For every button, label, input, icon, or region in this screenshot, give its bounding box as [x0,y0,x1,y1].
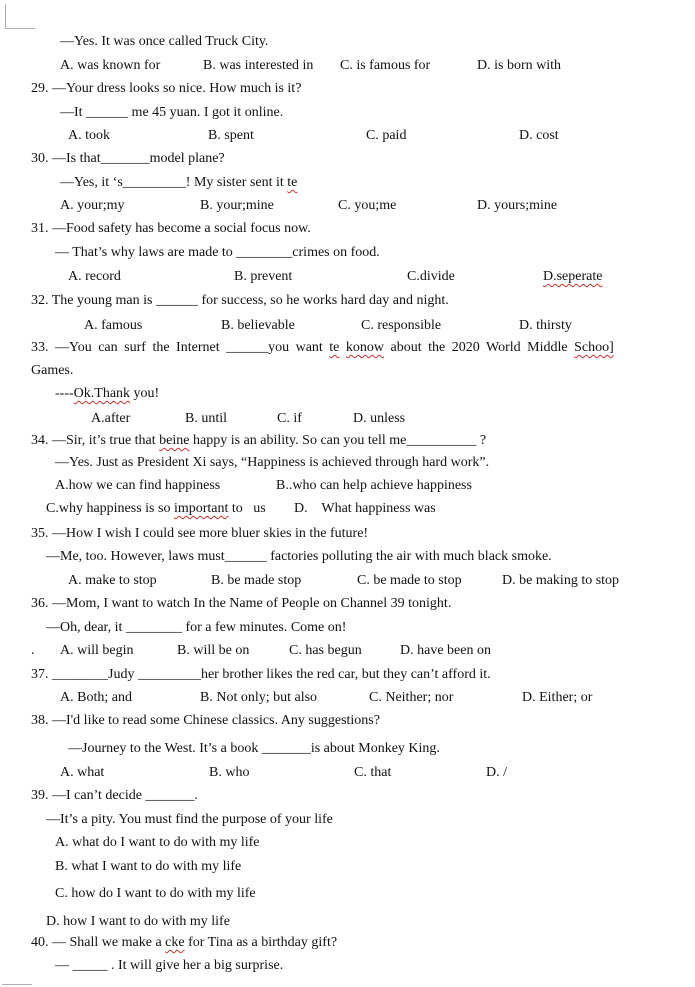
question-39-dialog: —It’s a pity. You must find the purpose of your life [46,812,333,827]
question-38-stem: 38. —I'd like to read some Chinese classics. Any suggestions? [31,713,380,728]
q30-option-b: B. your;mine [200,198,274,213]
q31-option-a: A. record [68,269,121,284]
q39-option-b: B. what I want to do with my life [55,859,242,874]
q37-option-b: B. Not only; but also [200,690,318,705]
question-28-answer-line: —Yes. It was once called Truck City. [60,34,269,49]
q38-option-d: D. / [486,765,507,780]
q31-option-c: C.divide [407,269,455,284]
q29-option-a: A. took [68,128,110,143]
spellcheck-marked-word: te [329,340,340,355]
question-40-stem: 40. — Shall we make a cke for Tina as a birthday gift? [31,935,338,950]
margin-corner-mark [2,984,32,985]
q35-option-a: A. make to stop [68,573,157,588]
spellcheck-marked-word: Schoo] [574,340,614,355]
question-31-dialog: — That’s why laws are made to ________crimes on food. [55,245,380,260]
question-34-dialog: —Yes. Just as President Xi says, “Happiness is achieved through hard work”. [55,455,490,470]
q32-option-d: D. thirsty [519,318,572,333]
q28-option-a: A. was known for [60,58,161,73]
q34-option-d: D. What happiness was [294,501,436,516]
q37-option-a: A. Both; and [60,690,132,705]
q36-option-stray-mark: . [31,643,35,658]
q38-option-a: A. what [60,765,105,780]
question-39-stem: 39. —I can’t decide _______. [31,788,198,803]
q34-option-a: A.how we can find happiness [55,478,221,493]
q29-option-b: B. spent [208,128,254,143]
q29-option-c: C. paid [366,128,407,143]
question-37-stem: 37. ________Judy _________her brother likes the red car, but they can’t afford it. [31,667,491,682]
q39-option-a: A. what do I want to do with my life [55,835,260,850]
question-35-dialog: —Me, too. However, laws must______ factories polluting the air with much black smoke. [46,549,552,564]
question-35-stem: 35. —How I wish I could see more bluer skies in the future! [31,526,369,541]
q36-option-d: D. have been on [400,643,491,658]
q29-option-d: D. cost [519,128,559,143]
q39-option-d: D. how I want to do with my life [46,914,230,929]
margin-corner-mark [5,28,35,29]
q32-option-a: A. famous [84,318,143,333]
spellcheck-marked-word: Ok.Thank [73,386,131,401]
question-34-stem: 34. —Sir, it’s true that beine happy is an ability. So can you tell me__________ ? [31,433,487,448]
q30-option-d: D. yours;mine [477,198,558,213]
q28-option-d: D. is born with [477,58,561,73]
q35-option-b: B. be made stop [211,573,302,588]
question-33-reply: ----Ok.Thank you! [55,386,160,401]
question-40-dialog: — _____ . It will give her a big surprise. [55,958,284,973]
q33-option-a: A.after [91,411,131,426]
question-38-dialog: —Journey to the West. It’s a book _______is about Monkey King. [68,741,440,756]
spellcheck-marked-word: beine [159,433,190,448]
margin-corner-mark [5,4,6,28]
q32-option-b: B. believable [221,318,295,333]
spellcheck-marked-word: te [287,175,298,190]
question-32-stem: 32. The young man is ______ for success, so he works hard day and night. [31,293,449,308]
spellcheck-marked-word: cke [165,935,185,950]
question-29-dialog: —It ______ me 45 yuan. I got it online. [60,105,284,120]
q38-option-b: B. who [209,765,250,780]
q34-option-b: B..who can help achieve happiness [276,478,472,493]
q39-option-c: C. how do I want to do with my life [55,886,256,901]
q35-option-d: D. be making to stop [502,573,620,588]
q33-option-c: C. if [277,411,302,426]
question-33-stem: 33. —You can surf the Internet ______you want te konow about the 2020 World Middle Schoo] [31,340,614,355]
question-29-stem: 29. —Your dress looks so nice. How much is it? [31,81,302,96]
question-31-stem: 31. —Food safety has become a social focus now. [31,221,311,236]
q28-option-b: B. was interested in [203,58,314,73]
q31-option-d: D.seperate [543,269,603,284]
q28-option-c: C. is famous for [340,58,431,73]
q33-option-b: B. until [185,411,228,426]
q30-option-c: C. you;me [338,198,397,213]
q33-option-d: D. unless [353,411,406,426]
q37-option-c: C. Neither; nor [369,690,454,705]
q36-option-c: C. has begun [289,643,362,658]
q36-option-a: A. will begin [60,643,134,658]
spellcheck-marked-word: konow [345,340,385,355]
q31-option-b: B. prevent [234,269,293,284]
q34-option-c: C.why happiness is so important to us [46,501,266,516]
q37-option-d: D. Either; or [522,690,593,705]
question-36-stem: 36. —Mom, I want to watch In the Name of People on Channel 39 tonight. [31,596,452,611]
question-36-dialog: —Oh, dear, it ________ for a few minutes. Come on! [46,620,347,635]
q36-option-b: B. will be on [177,643,250,658]
q35-option-c: C. be made to stop [357,573,462,588]
q30-option-a: A. your;my [60,198,125,213]
question-30-stem: 30. —Is that_______model plane? [31,151,225,166]
question-33-stem-cont: Games. [31,363,74,378]
question-30-dialog: —Yes, it ‘s_________! My sister sent it te [60,175,298,190]
spellcheck-marked-word: important [173,501,229,516]
q38-option-c: C. that [354,765,392,780]
q32-option-c: C. responsible [361,318,442,333]
